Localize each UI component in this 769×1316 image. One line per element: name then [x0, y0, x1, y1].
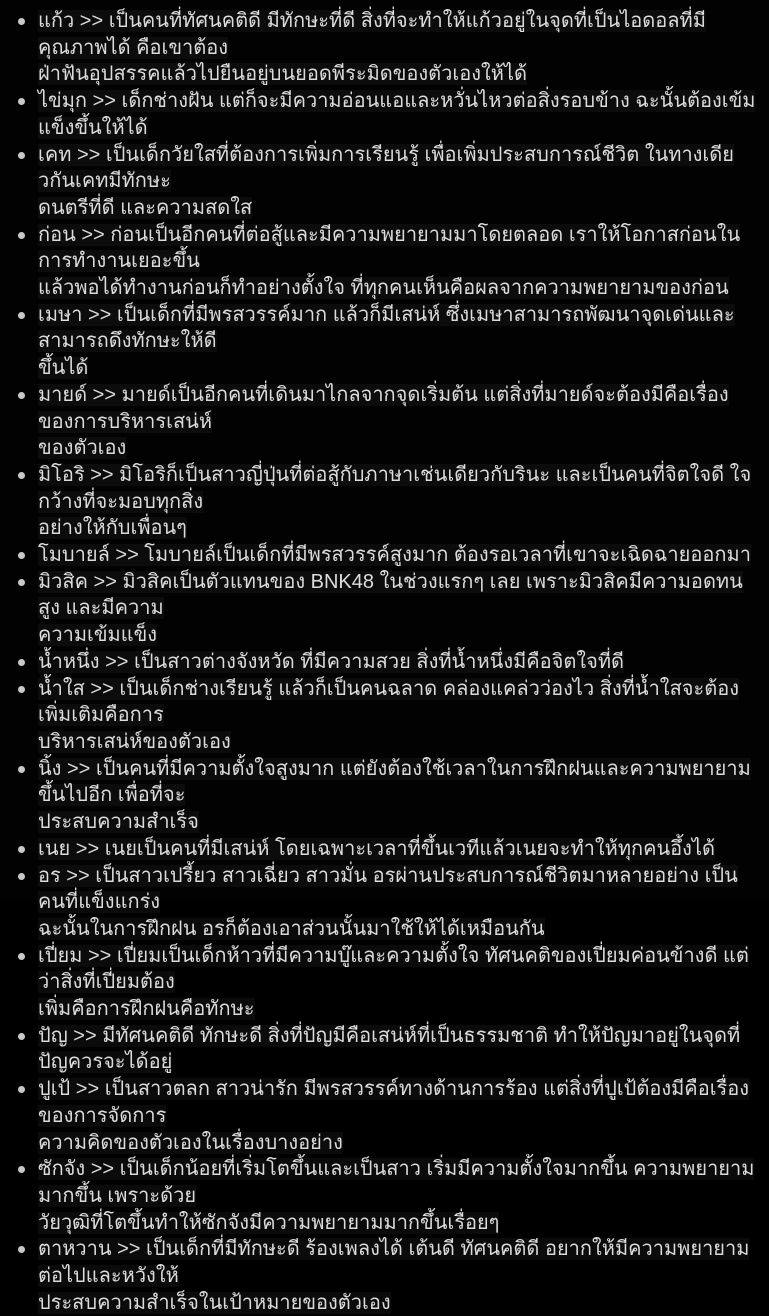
note-line	[38, 836, 763, 863]
note-line-text: น้ำใส >> เป็นเด็กช่างเรียนรู้ แล้วก็เป็นคนฉลาด คล่องแคล่วว่องไว สิ่งที่น้ำใสจะต้องเพิ่มเติมคือการ	[38, 677, 739, 727]
note-text-block	[38, 222, 763, 302]
list-item-6	[18, 382, 763, 462]
note-line-text: ไข่มุก >> เด็กช่างฝัน แต่ก็จะมีความอ่อนแอและหวั่นไหวต่อสิ่งรอบข้าง ฉะนั้นต้องเข้มแข็งขึ้นให้ได้	[38, 90, 756, 139]
note-line-text: ฝ่าฟันอุปสรรคแล้วไปยืนอยู่บนยอดพีระมิดของตัวเองให้ได้	[38, 63, 528, 86]
bullet-icon	[18, 1086, 25, 1093]
note-text-block	[38, 1156, 763, 1236]
note-text-block	[38, 1076, 763, 1156]
note-text-block	[38, 542, 763, 569]
list-item-17	[18, 1076, 763, 1156]
note-text-block	[38, 569, 763, 649]
list-item-12	[18, 756, 763, 836]
bullet-column	[18, 863, 38, 880]
note-line	[38, 462, 763, 515]
bullet-column	[18, 1076, 38, 1093]
note-line-text: ของตัวเอง	[38, 437, 127, 460]
note-line-text: แก้ว >> เป็นคนที่ทัศนคติดี มีทักษะที่ดี สิ่งที่จะทำให้แก้วอยู่ในจุดที่เป็นไอดอลที่มีคุณภาพได้ คือเขาต้อง	[38, 10, 706, 59]
note-line	[38, 302, 763, 355]
list-item-2	[18, 88, 763, 141]
note-line	[38, 142, 763, 195]
note-line	[38, 355, 763, 382]
note-line	[38, 1236, 763, 1289]
bullet-icon	[18, 1246, 25, 1253]
bullet-column	[18, 943, 38, 960]
list-item-5	[18, 302, 763, 382]
bullet-column	[18, 382, 38, 399]
note-line-text: น้ำหนึ่ง >> เป็นสาวต่างจังหวัด ที่มีความสวย สิ่งที่น้ำหนึ่งมีคือจิตใจที่ดี	[38, 650, 625, 673]
note-line	[38, 1023, 763, 1076]
note-line	[38, 1130, 763, 1157]
note-line-text: ฉะนั้นในการฝึกฝน อรก็ต้องเอาส่วนนั้นมาใช้ให้ได้เหมือนกัน	[38, 917, 545, 940]
note-line-text: มิโอริ >> มิโอริก็เป็นสาวญี่ปุ่นที่ต่อสู้กับภาษาเช่นเดียวกับรินะ และเป็นคนที่จิตใจดี ใจกว้างที่จะมอบทุกสิ่ง	[38, 463, 752, 513]
note-line	[38, 88, 763, 141]
note-line-text: ปูเป้ >> เป็นสาวตลก สาวน่ารัก มีพรสวรรค์ทางด้านการร้อง แต่สิ่งที่ปูเป้ต้องมีคือเรื่องของการจัดการ	[38, 1078, 750, 1127]
note-line-text: อย่างให้กับเพื่อนๆ	[38, 517, 187, 540]
note-line-text: ซักจัง >> เป็นเด็กน้อยที่เริ่มโตขึ้นและเป็นสาว เริ่มมีความตั้งใจมากขึ้น ความพยายามมากขึ้น เพราะด้วย	[38, 1158, 755, 1207]
bullet-icon	[18, 312, 25, 319]
bullet-icon	[18, 472, 25, 479]
note-text-block	[38, 142, 763, 222]
note-text-block	[38, 462, 763, 542]
list-item-15	[18, 943, 763, 1023]
note-line-text: เนย >> เนยเป็นคนที่มีเสน่ห์ โดยเฉพาะเวลาที่ขึ้นเวทีแล้วเนยจะทำให้ทุกคนอึ้งได้	[38, 837, 715, 860]
note-line-text: เคท >> เป็นเด็กวัยใสที่ต้องการเพิ่มการเรียนรู้ เพื่อเพิ่มประสบการณ์ชีวิต ในทางเดียวกันเคทมีทักษะ	[38, 143, 734, 193]
note-line-text: เมษา >> เป็นเด็กที่มีพรสวรรค์มาก แล้วก็มีเสน่ห์ ซึ่งเมษาสามารถพัฒนาจุดเด่นและสามารถดึงทักษะให้ดี	[38, 303, 735, 353]
note-line	[38, 435, 763, 462]
note-line	[38, 1290, 763, 1316]
bullet-icon	[18, 1033, 25, 1040]
bullet-column	[18, 302, 38, 319]
bullet-icon	[18, 152, 25, 159]
list-item-1	[18, 8, 763, 88]
list-item-4	[18, 222, 763, 302]
list-item-8	[18, 542, 763, 569]
list-item-13	[18, 836, 763, 863]
bullet-column	[18, 1236, 38, 1253]
bullet-column	[18, 836, 38, 853]
bullet-icon	[18, 18, 25, 25]
note-text-block	[38, 8, 763, 88]
note-line-text: ประสบความสำเร็จในเป้าหมายของตัวเอง	[38, 1291, 391, 1314]
list-item-16	[18, 1023, 763, 1076]
note-line-text: เพิ่มคือการฝึกฝนคือทักษะ	[38, 998, 255, 1021]
note-text-block	[38, 756, 763, 836]
note-line	[38, 809, 763, 836]
bullet-icon	[18, 659, 25, 666]
note-text-block	[38, 943, 763, 1023]
bullet-icon	[18, 232, 25, 239]
list-item-11	[18, 676, 763, 756]
bullet-icon	[18, 392, 25, 399]
list-item-14	[18, 863, 763, 943]
note-line-text: มายด์ >> มายด์เป็นอีกคนที่เดินมาไกลจากจุดเริ่มต้น แต่สิ่งที่มายด์จะต้องมีคือเรื่องของการบริหารเสน่ห์	[38, 383, 729, 433]
note-line	[38, 916, 763, 943]
note-line	[38, 622, 763, 649]
note-line	[38, 729, 763, 756]
note-line	[38, 61, 763, 88]
note-line-text: เปี่ยม >> เปี่ยมเป็นเด็กห้าวที่มีความบู๊และความตั้งใจ ทัศนคติของเปี่ยมค่อนข้างดี แต่ว่าสิ่งที่เปี่ยมต้อง	[38, 944, 749, 994]
note-line-text: อร >> เป็นสาวเปรี้ยว สาวเฉี่ยว สาวมั่น อรผ่านประสบการณ์ชีวิตมาหลายอย่าง เป็นคนที่แข็งแกร่ง	[38, 864, 738, 914]
note-text-block	[38, 1023, 763, 1076]
note-text-block	[38, 1236, 763, 1316]
note-text-block	[38, 836, 763, 863]
note-line	[38, 222, 763, 275]
note-text-block	[38, 676, 763, 756]
bullet-column	[18, 88, 38, 105]
note-line	[38, 863, 763, 916]
bullet-icon	[18, 873, 25, 880]
note-line	[38, 756, 763, 809]
note-line-text: นิ้ง >> เป็นคนที่มีความตั้งใจสูงมาก แต่ยังต้องใช้เวลาในการฝึกฝนและความพยายามขึ้นไปอีก เพื่อที่จะ	[38, 757, 751, 807]
note-line	[38, 996, 763, 1023]
list-item-18	[18, 1156, 763, 1236]
note-line	[38, 1210, 763, 1237]
note-line-text: โมบายล์ >> โมบายล์เป็นเด็กที่มีพรสวรรค์สูงมาก ต้องรอเวลาที่เขาจะเฉิดฉายออกมา	[38, 544, 751, 567]
note-text-block	[38, 88, 763, 141]
note-line	[38, 8, 763, 61]
note-line-text: ตาหวาน >> เป็นเด็กที่มีทักษะดี ร้องเพลงได้ เต้นดี ทัศนคติดี อยากให้มีความพยายามต่อไปและหวังให้	[38, 1238, 750, 1288]
note-line-text: มิวสิค >> มิวสิคเป็นตัวแทนของ BNK48 ในช่วงแรกๆ เลย เพราะมิวสิคมีความอดทนสูง และมีความ	[38, 570, 743, 620]
note-text-block	[38, 382, 763, 462]
bullet-column	[18, 649, 38, 666]
note-line-text: ดนตรีที่ดี และความสดใส	[38, 196, 253, 219]
list-item-7	[18, 462, 763, 542]
bullet-icon	[18, 552, 25, 559]
bullet-column	[18, 1023, 38, 1040]
bullet-icon	[18, 846, 25, 853]
bullet-column	[18, 222, 38, 239]
list-item-9	[18, 569, 763, 649]
note-line-text: แล้วพอได้ทำงานก่อนก็ทำอย่างตั้งใจ ที่ทุกคนเห็นคือผลจากความพยายามของก่อน	[38, 277, 729, 300]
note-line-text: ความเข้มแข็ง	[38, 624, 158, 647]
bullet-icon	[18, 686, 25, 693]
note-text-block	[38, 302, 763, 382]
bullet-icon	[18, 579, 25, 586]
note-line	[38, 195, 763, 222]
note-text-block	[38, 863, 763, 943]
bullet-column	[18, 142, 38, 159]
note-line-text: ก่อน >> ก่อนเป็นอีกคนที่ต่อสู้และมีความพยายามมาโดยตลอด เราให้โอกาสก่อนในการทำงานเยอะขึ้น	[38, 223, 741, 273]
bullet-column	[18, 676, 38, 693]
bullet-icon	[18, 953, 25, 960]
note-line-text: ประสบความสำเร็จ	[38, 811, 199, 834]
note-line	[38, 1156, 763, 1209]
note-line-text: วัยวุฒิที่โตขึ้นทำให้ซักจังมีความพยายามมากขึ้นเรื่อยๆ	[38, 1211, 500, 1234]
note-line	[38, 542, 763, 569]
note-line-text: ขึ้นได้	[38, 357, 89, 380]
note-line-text: บริหารเสน่ห์ของตัวเอง	[38, 730, 231, 753]
note-line	[38, 382, 763, 435]
note-line	[38, 1076, 763, 1129]
note-line	[38, 275, 763, 302]
list-item-3	[18, 142, 763, 222]
bullet-column	[18, 569, 38, 586]
note-line	[38, 515, 763, 542]
note-line	[38, 676, 763, 729]
note-line-text: ปัญ >> มีทัศนคติดี ทักษะดี สิ่งที่ปัญมีคือเสน่ห์ที่เป็นธรรมชาติ ทำให้ปัญมาอยู่ในจุดที่ปัญควรจะได้อยู่	[38, 1024, 741, 1074]
list-item-19	[18, 1236, 763, 1316]
bullet-column	[18, 542, 38, 559]
list-item-10	[18, 649, 763, 676]
bullet-column	[18, 756, 38, 773]
bullet-icon	[18, 1166, 25, 1173]
note-text-block	[38, 649, 763, 676]
bullet-icon	[18, 98, 25, 105]
bullet-icon	[18, 766, 25, 773]
note-line	[38, 569, 763, 622]
bullet-column	[18, 462, 38, 479]
note-line	[38, 649, 763, 676]
note-line-text: ความคิดของตัวเองในเรื่องบางอย่าง	[38, 1131, 343, 1154]
bullet-column	[18, 1156, 38, 1173]
member-notes-list	[18, 8, 763, 1316]
bullet-column	[18, 8, 38, 25]
note-line	[38, 943, 763, 996]
